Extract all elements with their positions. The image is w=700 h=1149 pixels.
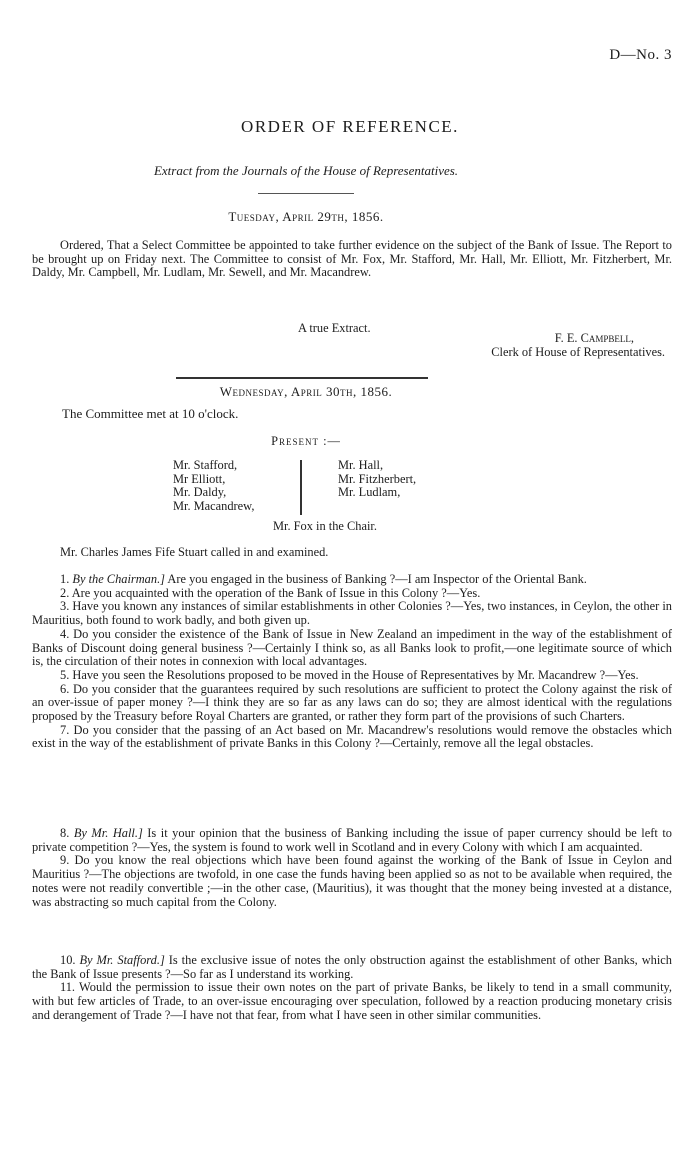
question-number: 6.	[60, 681, 70, 696]
member: Mr. Stafford,	[173, 458, 238, 472]
member: Mr. Ludlam,	[338, 485, 401, 500]
question-number: 9.	[60, 853, 70, 868]
qa-text: Do you know the real objections which have been found against the working of the Bank of Issue in Ceylon and Mauritius ?—The objections are twofold, in one case the funds having been applied so as not to be available when required, the notes were not readily convertible ;—in the other case, (Mauritius), it was thought that the money being invested at a distance, was abstracting so much capital from the Colony.	[32, 853, 672, 909]
signer-title: Clerk of House of Representatives.	[491, 345, 665, 359]
document-number: D—No. 3	[609, 47, 672, 63]
qa-text: Have you known any instances of similar establishments in other Colonies ?—Yes, two instances, in Ceylon, the other in Mauritius, both found to work badly, and both given up.	[32, 599, 672, 628]
qa-entry	[32, 827, 672, 854]
qa-entry	[32, 600, 672, 627]
qa-section	[32, 573, 672, 751]
examiner: By the Chairman.]	[72, 572, 165, 586]
page-title: ORDER OF REFERENCE.	[241, 117, 459, 136]
member: Mr Elliott,	[173, 471, 226, 486]
witness-text: Mr. Charles James Fife Stuart called in and examined.	[60, 545, 329, 559]
witness-line	[32, 546, 672, 560]
present-label: Present :—	[271, 434, 341, 448]
qa-text: Would the permission to issue their own notes on the part of private Banks, be likely to tend in a small community, with but few articles of Trade, to an over-issue encouraging over speculation, followed by a reaction producing monetary crisis and derangement of Trade ?—I have not that fear, from what I have seen in other similar communities.	[32, 980, 672, 1022]
qa-text: Is it your opinion that the business of Banking including the issue of paper currency should be left to private competition ?—Yes, the system is found to work well in Scotland and in every Colony with which I am acquainted.	[32, 826, 672, 854]
qa-section	[32, 827, 672, 909]
qa-entry	[32, 669, 672, 683]
qa-text: Do you consider the existence of the Bank of Issue in New Zealand an impediment in the way of the establishment of Banks of Discount doing general business ?—Certainly I think so, as all Banks look to profit,—one legitimate source of which is, the circulation of their notes in connexion with local advantages.	[32, 626, 672, 669]
qa-entry	[32, 628, 672, 669]
question-number: 10.	[60, 953, 76, 967]
question-number: 8.	[60, 826, 70, 840]
qa-text: Is the exclusive issue of notes the only obstruction against the establishment of other Banks, which the Bank of Issue presents ?—So far as I understand its working.	[32, 953, 672, 981]
qa-entry	[32, 724, 672, 751]
members-left	[173, 459, 254, 513]
question-number: 5.	[60, 667, 70, 682]
question-number: 1.	[60, 572, 70, 586]
meeting-date: Wednesday, April 30th, 1856.	[219, 384, 393, 399]
question-number: 11.	[60, 980, 76, 995]
member: Mr. Daldy,	[173, 485, 227, 500]
order-date: Tuesday, April 29th, 1856.	[228, 209, 384, 224]
examiner: By Mr. Hall.]	[73, 826, 143, 840]
true-extract: A true Extract.	[298, 321, 371, 335]
question-number: 3.	[60, 599, 70, 614]
qa-entry	[32, 683, 672, 724]
question-number: 7.	[60, 722, 70, 737]
examiner: By Mr. Stafford.]	[79, 953, 165, 967]
question-number: 4.	[60, 626, 70, 641]
member: Mr. Hall,	[338, 458, 384, 472]
order-paragraph: Ordered, That a Select Committee be appointed to take further evidence on the subject of the Bank of Issue. The Report to be brought up on Friday next. The Committee to consist of Mr. Fox, Mr. Stafford, Mr. Hall, Mr. Elliott, Mr. Fitzherbert, Mr. Daldy, Mr. Campbell, Mr. Ludlam, Mr. Sewell, and Mr. Macandrew.	[32, 238, 672, 280]
qa-entry	[32, 573, 672, 587]
qa-text: Do you consider that the passing of an Act based on Mr. Macandrew's resolutions would remove the obstacles which exist in the way of the establishment of private Banks in this Colony ?—Certainly, remove all the legal obstacles.	[32, 722, 672, 751]
qa-entry	[32, 587, 672, 601]
meeting-time: The Committee met at 10 o'clock.	[62, 406, 239, 421]
chair-line: Mr. Fox in the Chair.	[273, 519, 377, 533]
signer-name: F. E. Campbell,	[554, 331, 634, 345]
extract-line: Extract from the Journals of the House of Representatives.	[153, 163, 459, 178]
question-number: 2.	[60, 585, 70, 600]
member-brace	[300, 460, 302, 515]
qa-text: Do you consider that the guarantees required by such resolutions are sufficient to protect the Colony against the risk of an over-issue of paper money ?—I think they are so far as any laws can do so; they are almost identical with the regulations proposed by the Treasury before Royal Charters are granted, or rather they form part of the provisions of such Charters.	[32, 681, 672, 724]
members-right	[338, 459, 416, 500]
qa-entry	[32, 954, 672, 981]
divider	[258, 193, 354, 194]
qa-entry	[32, 854, 672, 909]
member: Mr. Macandrew,	[173, 498, 255, 513]
qa-text: Are you acquainted with the operation of the Bank of Issue in this Colony ?—Yes.	[71, 585, 481, 600]
order-text	[32, 239, 672, 280]
section-divider	[176, 377, 428, 379]
qa-section	[32, 954, 672, 1023]
qa-entry	[32, 981, 672, 1022]
qa-text: Have you seen the Resolutions proposed to be moved in the House of Representatives by Mr. Macandrew ?—Yes.	[72, 667, 639, 682]
qa-text: Are you engaged in the business of Banking ?—I am Inspector of the Oriental Bank.	[165, 572, 587, 586]
member: Mr. Fitzherbert,	[338, 471, 417, 486]
